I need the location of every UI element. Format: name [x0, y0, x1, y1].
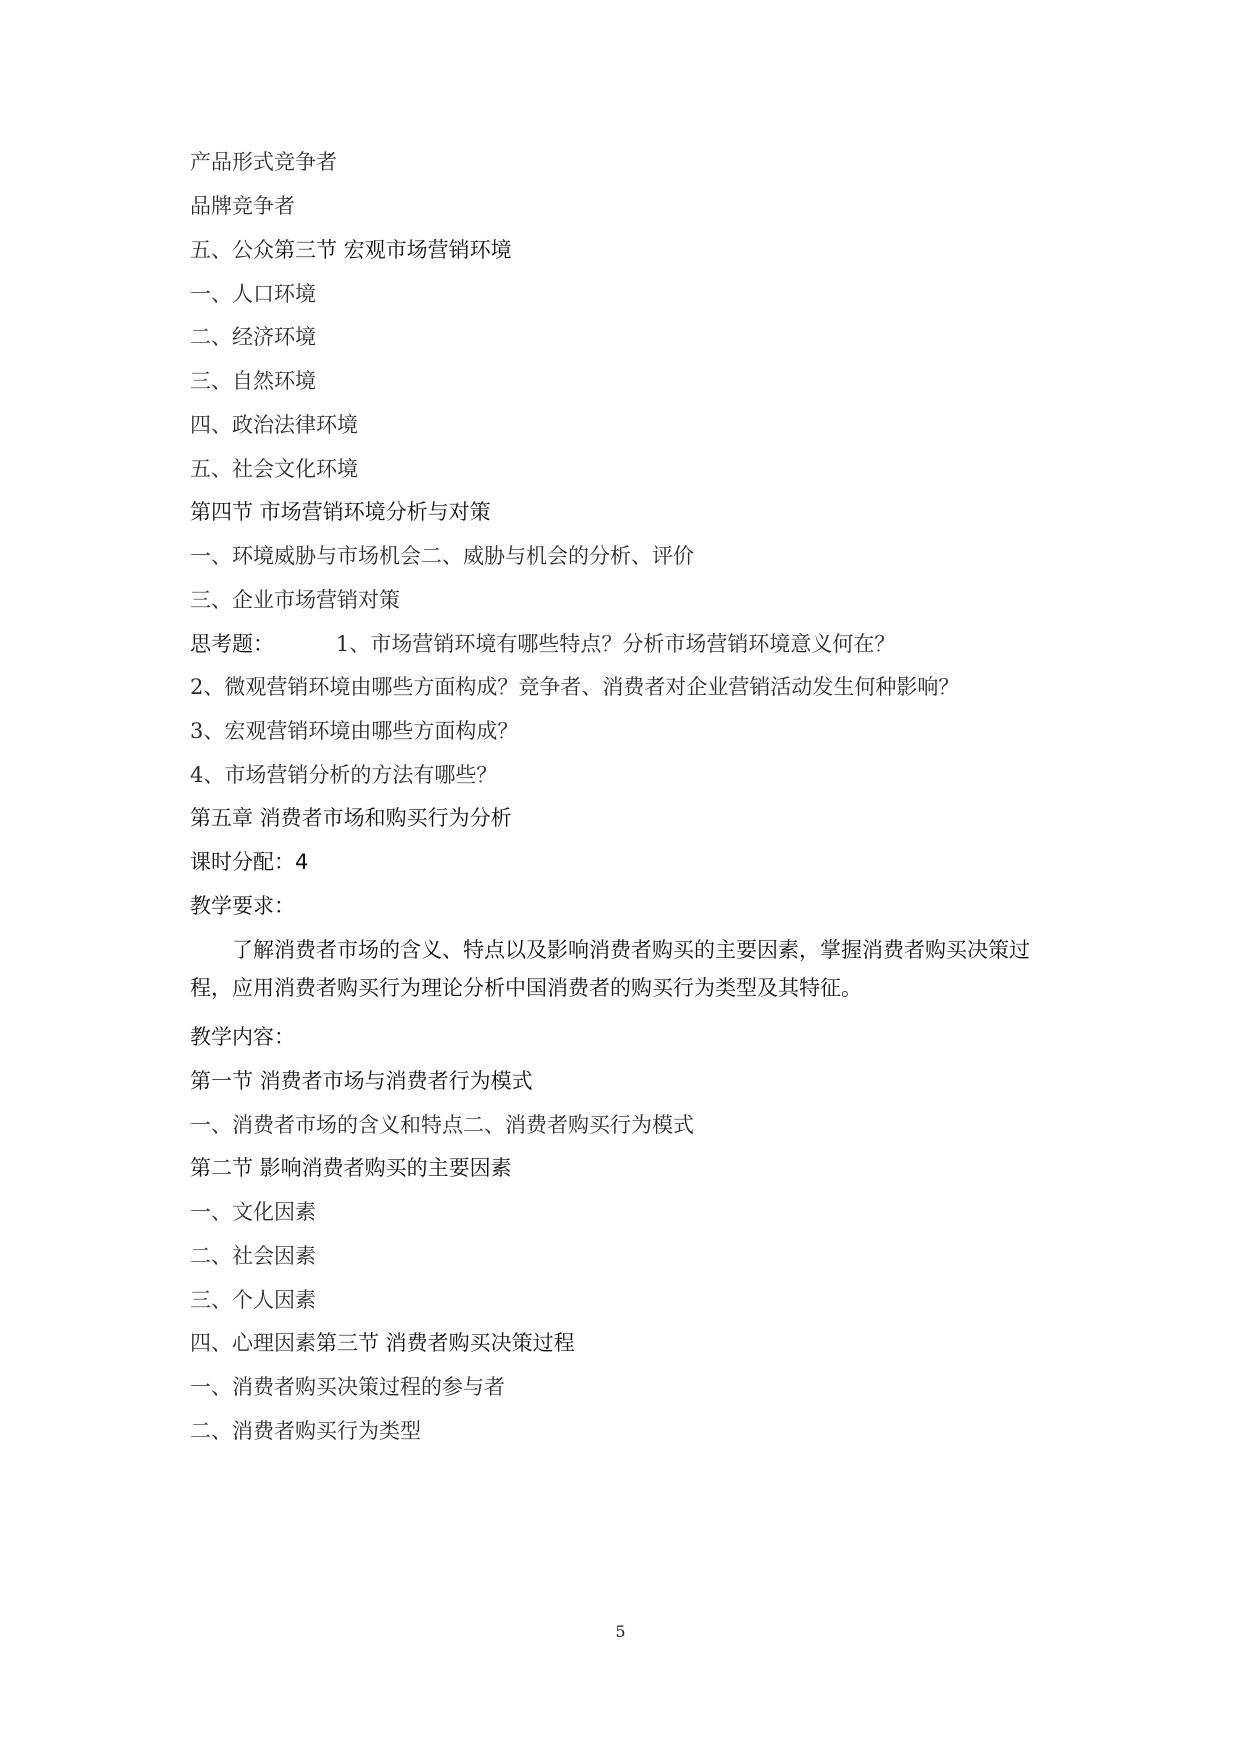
list-item: 一、消费者购买决策过程的参与者: [190, 1375, 505, 1399]
page-number: 5: [615, 1622, 626, 1641]
list-item: 三、个人因素: [190, 1288, 316, 1312]
questions-label: 思考题：: [190, 632, 274, 656]
list-item: 二、社会因素: [190, 1244, 316, 1268]
list-item: 一、人口环境: [190, 282, 316, 306]
section-heading: 第三节 消费者购买决策过程: [316, 1331, 575, 1355]
question-item: 2、微观营销环境由哪些方面构成？竞争者、消费者对企业营销活动发生何种影响？: [190, 675, 960, 699]
question-item: 4、市场营销分析的方法有哪些？: [190, 763, 498, 787]
list-item: 二、经济环境: [190, 325, 316, 349]
list-item: 五、公众: [190, 238, 274, 262]
paragraph: 了解消费者市场的含义、特点以及影响消费者购买的主要因素，掌握消费者购买决策过程，应用消费者购买行为理论分析中国消费者的购买行为类型及其特征。: [190, 938, 1030, 1000]
text-line: 课时分配：4: [190, 850, 309, 874]
text-line: 品牌竞争者: [190, 194, 295, 218]
text-line: 教学内容：: [190, 1025, 295, 1049]
question-item: 3、宏观营销环境由哪些方面构成？: [190, 719, 519, 743]
list-item: 二、消费者购买行为类型: [190, 1419, 421, 1443]
section-heading: 第三节 宏观市场营销环境: [274, 238, 512, 262]
text-line: 教学要求：: [190, 894, 295, 918]
chapter-heading: 第五章 消费者市场和购买行为分析: [190, 806, 512, 830]
section-heading: 第一节 消费者市场与消费者行为模式: [190, 1069, 533, 1093]
list-item: 四、政治法律环境: [190, 413, 358, 437]
list-item: 五、社会文化环境: [190, 457, 358, 481]
list-item: 三、企业市场营销对策: [190, 588, 400, 612]
section-heading: 第二节 影响消费者购买的主要因素: [190, 1156, 512, 1180]
section-heading: 第四节 市场营销环境分析与对策: [190, 500, 491, 524]
list-item: 一、消费者市场的含义和特点二、消费者购买行为模式: [190, 1113, 694, 1137]
question-line: [190, 630, 895, 658]
question-item: 1、市场营销环境有哪些特点？分析市场营销环境意义何在？: [336, 632, 896, 656]
list-item: 一、环境威胁与市场机会二、威胁与机会的分析、评价: [190, 544, 694, 568]
text-line: 产品形式竞争者: [190, 150, 337, 174]
text-line: [190, 236, 512, 264]
text-line: [190, 1329, 575, 1357]
list-item: 三、自然环境: [190, 369, 316, 393]
list-item: 一、文化因素: [190, 1200, 316, 1224]
list-item: 四、心理因素: [190, 1331, 316, 1355]
